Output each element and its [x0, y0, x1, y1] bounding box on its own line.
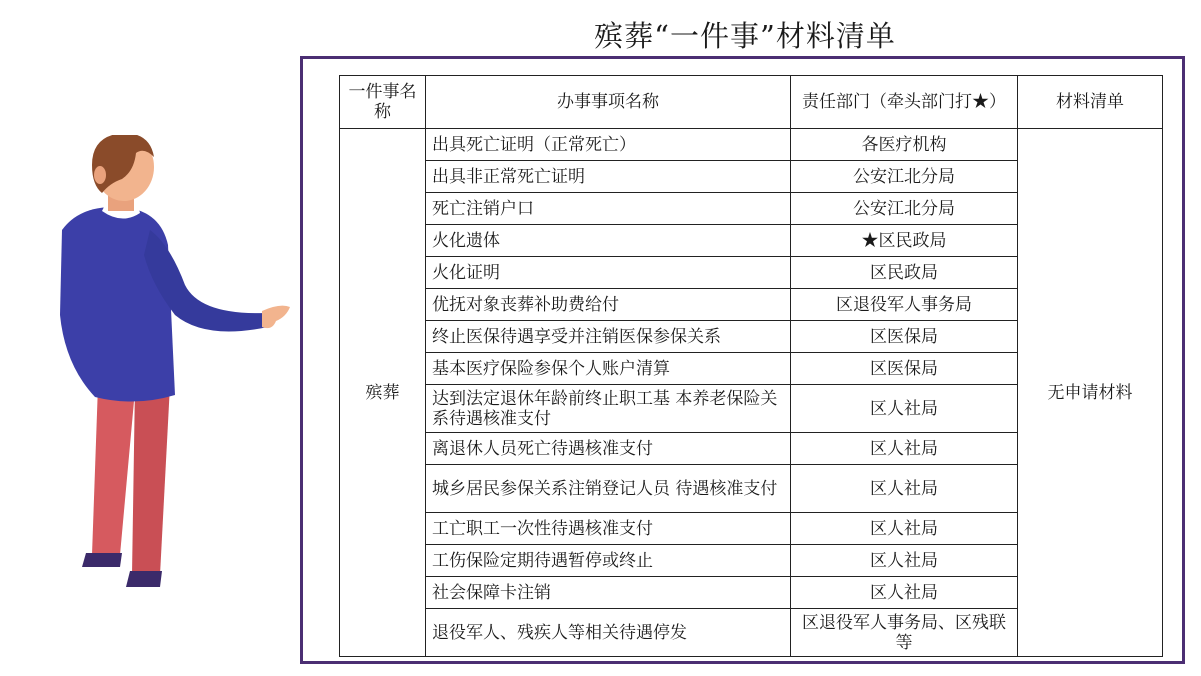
materials-table [339, 75, 1163, 657]
dept-cell: 区人社局 [791, 577, 1018, 609]
item-cell: 火化遗体 [426, 225, 791, 257]
left-leg [92, 385, 135, 555]
dept-cell: ★区民政局 [791, 225, 1018, 257]
ear [94, 166, 106, 184]
dept-cell: 区人社局 [791, 385, 1018, 433]
dept-cell: 公安江北分局 [791, 193, 1018, 225]
dept-cell: 区人社局 [791, 433, 1018, 465]
dept-cell: 区医保局 [791, 353, 1018, 385]
item-cell: 达到法定退休年龄前终止职工基 本养老保险关系待遇核准支付 [426, 385, 791, 433]
item-cell: 优抚对象丧葬补助费给付 [426, 289, 791, 321]
dept-cell: 区人社局 [791, 545, 1018, 577]
dept-cell: 各医疗机构 [791, 129, 1018, 161]
materials-cell: 无申请材料 [1018, 129, 1163, 657]
dept-cell: 区医保局 [791, 321, 1018, 353]
dept-cell: 区民政局 [791, 257, 1018, 289]
category-cell: 殡葬 [340, 129, 426, 657]
dept-cell: 区退役军人事务局、区残联等 [791, 609, 1018, 657]
torso [60, 207, 175, 402]
dept-cell: 公安江北分局 [791, 161, 1018, 193]
item-cell: 退役军人、残疾人等相关待遇停发 [426, 609, 791, 657]
header-category: 一件事名称 [340, 76, 426, 129]
right-leg [132, 385, 170, 575]
table-row [340, 129, 1163, 161]
list-frame [300, 56, 1185, 664]
header-materials: 材料清单 [1018, 76, 1163, 129]
item-cell: 出具死亡证明（正常死亡） [426, 129, 791, 161]
header-dept: 责任部门（牵头部门打★） [791, 76, 1018, 129]
item-cell: 城乡居民参保关系注销登记人员 待遇核准支付 [426, 465, 791, 513]
hand [262, 306, 290, 328]
header-item: 办事事项名称 [426, 76, 791, 129]
page-title: 殡葬“一件事”材料清单 [594, 19, 896, 53]
dept-cell: 区退役军人事务局 [791, 289, 1018, 321]
item-cell: 离退休人员死亡待遇核准支付 [426, 433, 791, 465]
item-cell: 工伤保险定期待遇暂停或终止 [426, 545, 791, 577]
item-cell: 出具非正常死亡证明 [426, 161, 791, 193]
item-cell: 终止医保待遇享受并注销医保参保关系 [426, 321, 791, 353]
right-shoe [126, 571, 162, 587]
person-illustration [40, 135, 300, 595]
item-cell: 死亡注销户口 [426, 193, 791, 225]
item-cell: 社会保障卡注销 [426, 577, 791, 609]
dept-cell: 区人社局 [791, 513, 1018, 545]
item-cell: 工亡职工一次性待遇核准支付 [426, 513, 791, 545]
table-header-row [340, 76, 1163, 129]
dept-cell: 区人社局 [791, 465, 1018, 513]
item-cell: 基本医疗保险参保个人账户清算 [426, 353, 791, 385]
item-cell: 火化证明 [426, 257, 791, 289]
left-shoe [82, 553, 122, 567]
